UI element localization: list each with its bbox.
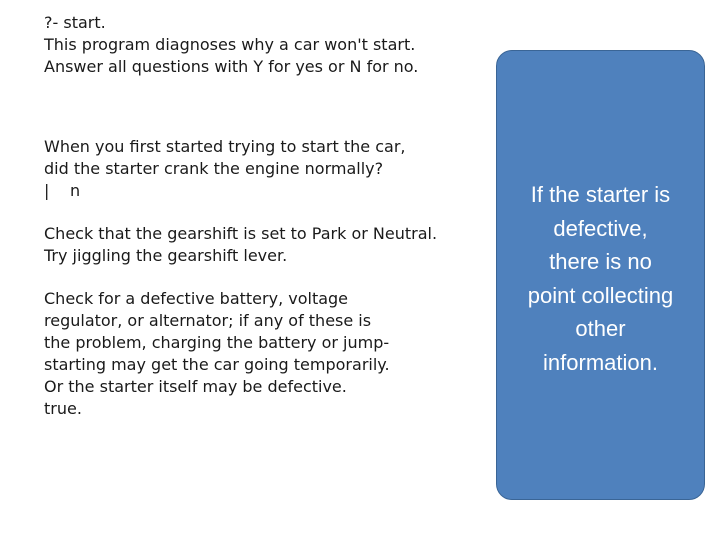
advice-line: Check that the gearshift is set to Park or Neutral. — [44, 224, 438, 243]
callout-line: point collecting — [527, 282, 674, 308]
callout-box — [496, 50, 705, 500]
user-answer: n — [70, 181, 81, 200]
advice-line: the problem, charging the battery or jump- — [44, 333, 390, 352]
intro-line: Answer all questions with Y for yes or N for no. — [44, 57, 419, 76]
answer-input-line[interactable] — [44, 180, 494, 202]
callout-text — [497, 178, 704, 379]
callout-line: there is no — [549, 249, 652, 274]
callout-line: defective, — [553, 215, 648, 241]
question-line: did the starter crank the engine normally? — [44, 159, 384, 178]
advice-line: starting may get the car going temporarily. — [44, 355, 390, 374]
prolog-console-output — [44, 12, 494, 420]
advice-line: Try jiggling the gearshift lever. — [44, 246, 288, 265]
callout-line: other — [575, 316, 626, 341]
callout-line: information. — [543, 349, 658, 375]
advice-line: Or the starter itself may be defective. — [44, 377, 347, 396]
result-line: true. — [44, 399, 82, 418]
text-cursor: | — [44, 181, 50, 200]
callout-line: If the starter is — [530, 182, 671, 207]
advice-line: regulator, or alternator; if any of these is — [44, 311, 372, 330]
question-line: When you first started trying to start the car, — [44, 137, 406, 156]
prompt-line: ?- start. — [44, 13, 106, 32]
advice-line: Check for a defective battery, voltage — [44, 289, 349, 308]
intro-line: This program diagnoses why a car won't start. — [44, 35, 416, 54]
